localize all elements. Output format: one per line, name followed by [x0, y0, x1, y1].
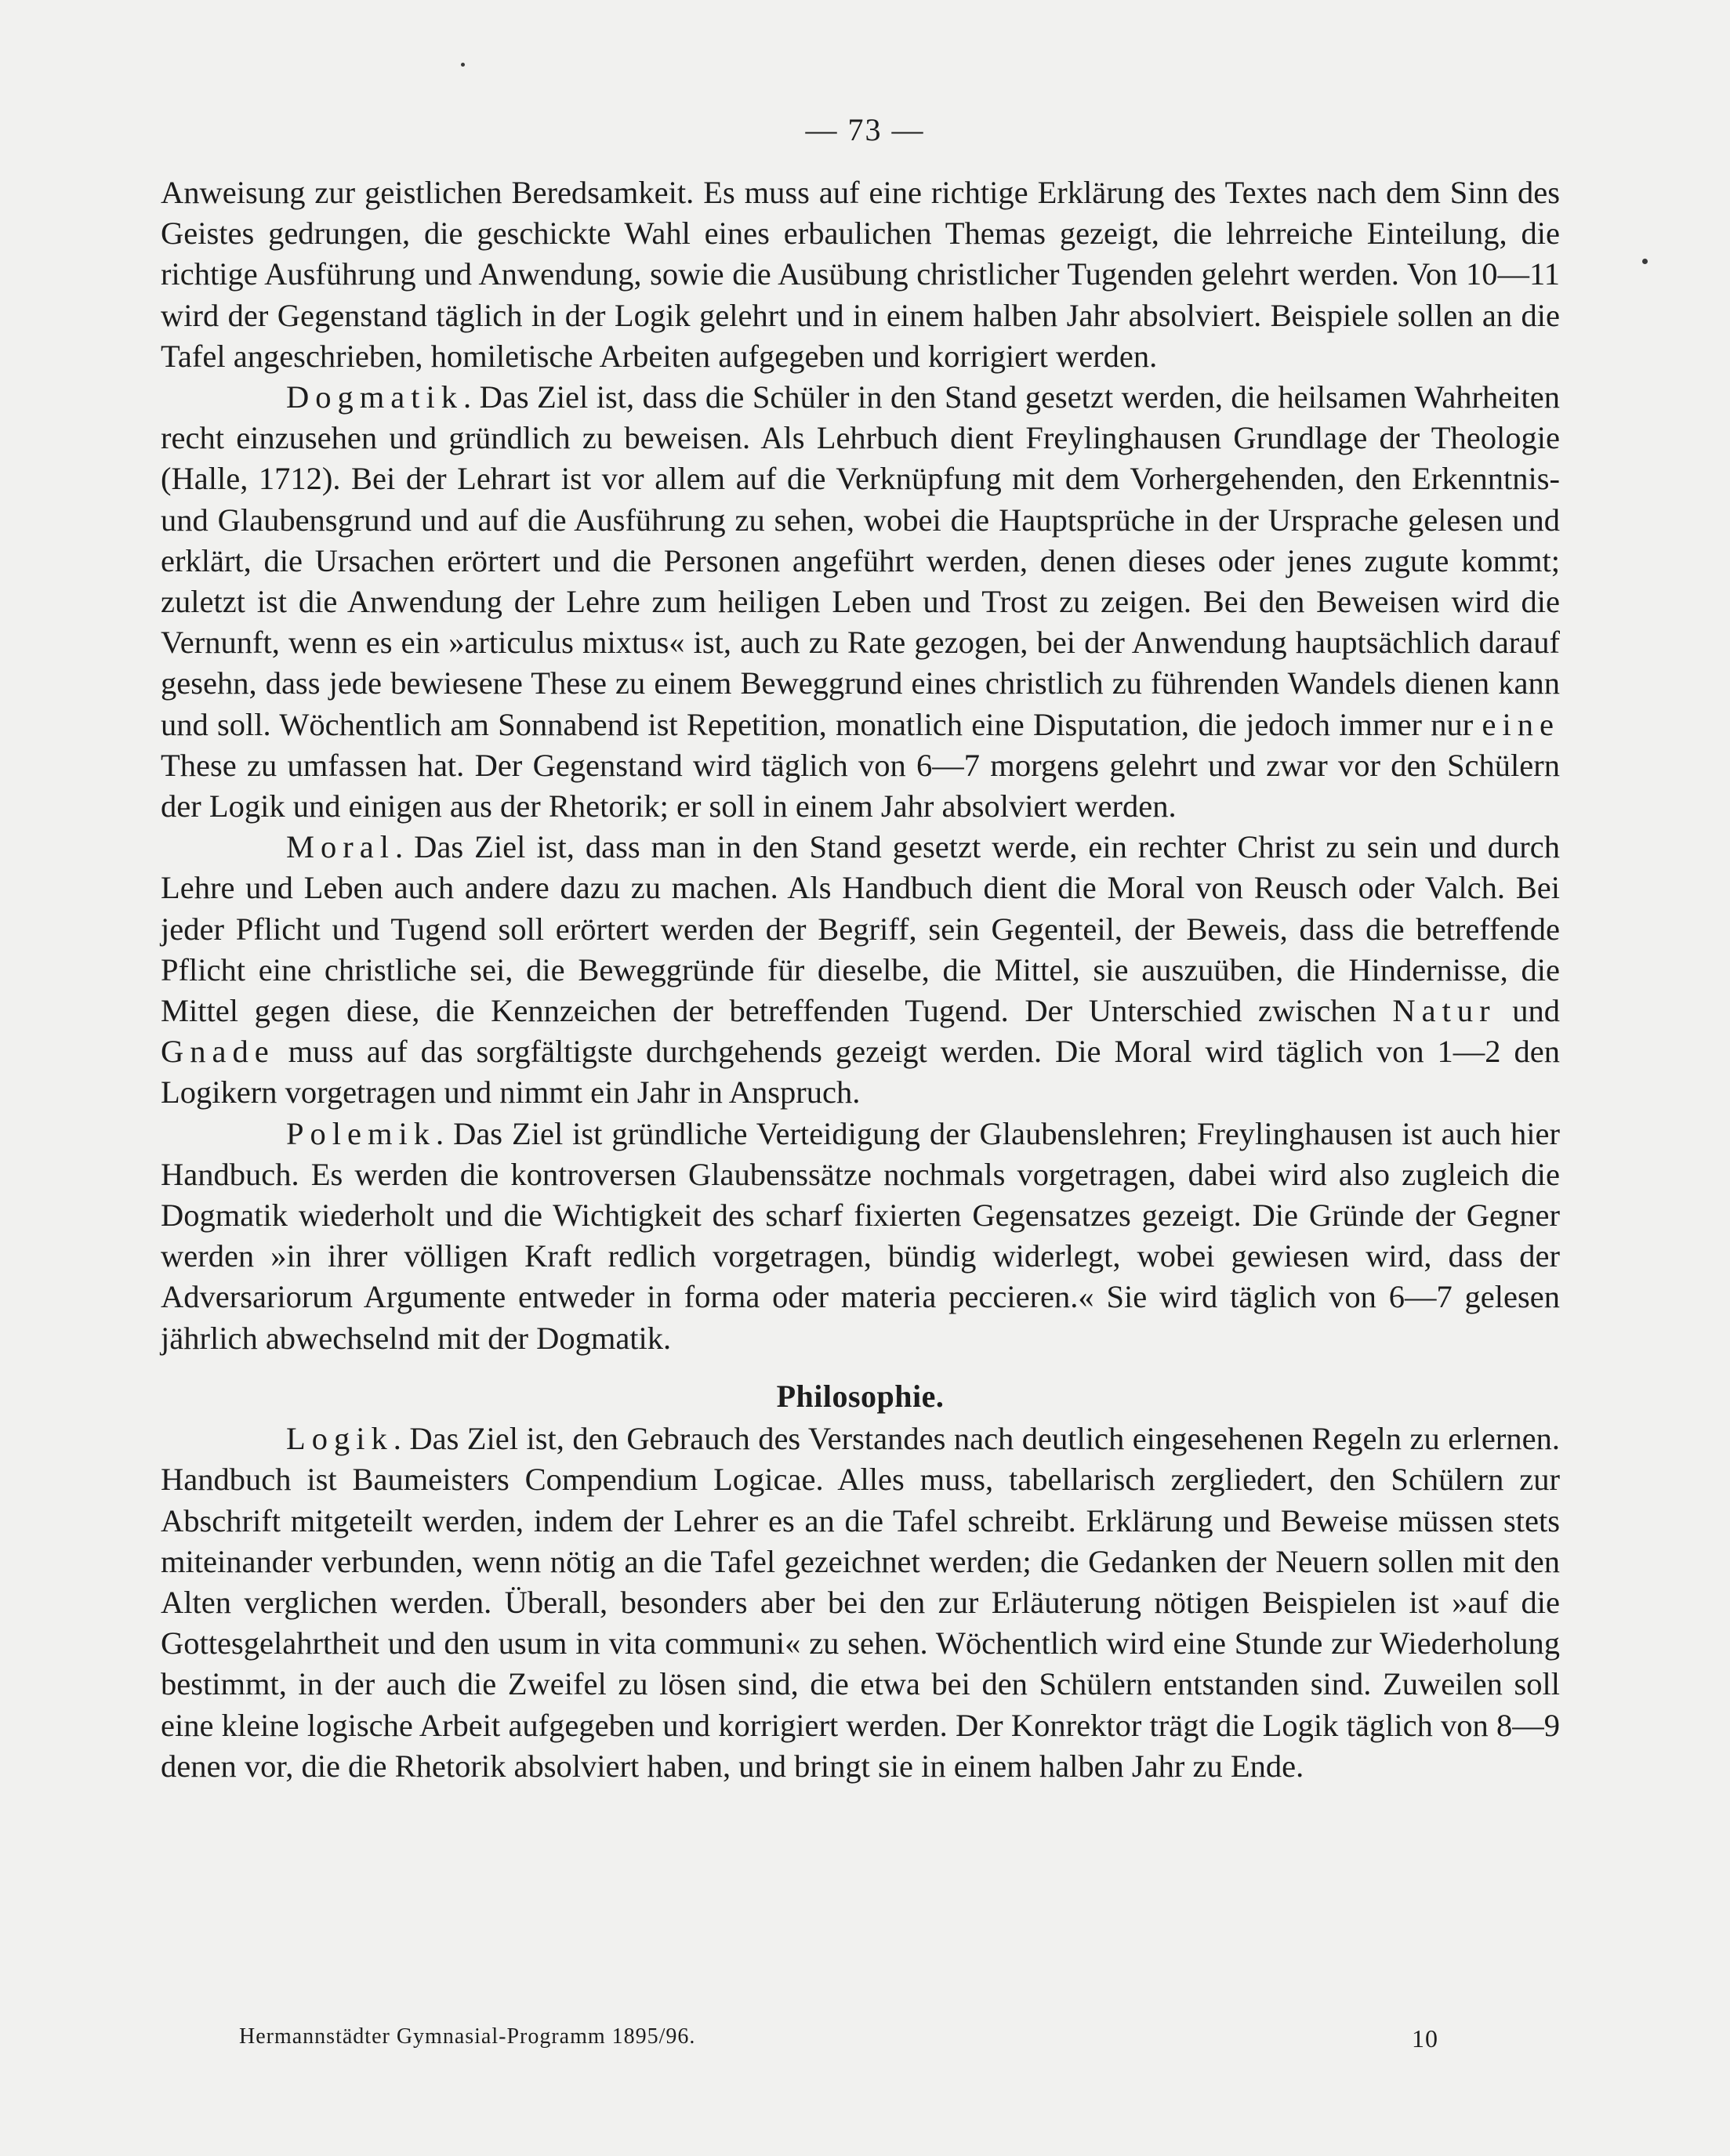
page-footer	[239, 2024, 1438, 2053]
spaced-term: Logik	[286, 1421, 394, 1457]
paragraph	[161, 827, 1560, 1113]
footer-publication: Hermannstädter Gymnasial-Programm 1895/96.	[239, 2024, 696, 2049]
paragraph	[161, 1114, 1560, 1359]
page-number: — 73 —	[805, 112, 925, 147]
body-text	[161, 172, 1560, 1787]
text-run: . Das Ziel ist, dass die Schüler in den Stand gesetzt werden, die heilsamen Wahrheiten recht einzusehen und gründlich zu beweisen. Als Lehrbuch dient Freylinghausen Grundlage der Theologie (Halle, 1712). Bei der Lehrart ist vor allem auf die Verknüpfung mit dem Vorhergehenden, den Erkenntnis- und Glaubensgrund und auf die Ausführung zu sehen, wobei die Hauptsprüche in der Ursprache gelesen und erklärt, die Ursachen erörtert und die Personen angeführt werden, denen dieses oder jenes zugute kommt; zuletzt ist die Anwendung der Lehre zum heiligen Leben und Trost zu zeigen. Bei den Beweisen wird die Vernunft, wenn es ein »articulus mixtus« ist, auch zu Rate gezogen, bei der Anwendung hauptsächlich darauf gesehn, dass jede bewiesene These zu einem Beweggrund eines christlich zu führenden Wandels dienen kann und soll. Wöchentlich am Sonnabend ist Repetition, monatlich eine Disputation, die jedoch immer nur	[161, 379, 1560, 742]
spaced-term: Polemik	[286, 1115, 437, 1151]
text-run: These zu umfassen hat. Der Gegenstand wird täglich von 6—7 morgens gelehrt und zwar vor den Schülern der Logik und einigen aus der Rhetorik; er soll in einem Jahr absolviert werden.	[161, 747, 1560, 824]
text-run: und	[1496, 993, 1560, 1029]
text-run: muss auf das sorgfältigste durchgehends gezeigt werden. Die Moral wird täglich von 1—2 den Logikern vorgetragen und nimmt ein Jahr in Anspruch.	[161, 1034, 1560, 1111]
paragraph	[161, 1419, 1560, 1787]
spaced-term: Moral	[286, 829, 395, 865]
spaced-term: eine	[1482, 706, 1560, 742]
paragraph	[161, 377, 1560, 827]
print-speck	[1642, 259, 1648, 264]
paragraph	[161, 172, 1560, 377]
spaced-term: Natur	[1392, 993, 1496, 1029]
section-heading: Philosophie.	[776, 1378, 945, 1414]
text-run: . Das Ziel ist, den Gebrauch des Verstandes nach deutlich eingesehenen Regeln zu erlernen. Handbuch ist Baumeisters Compendium Logicae. Alles muss, tabellarisch zergliedert, den Schülern zur Abschrift mitgeteilt werden, indem der Lehrer es an die Tafel schreibt. Erklärung und Beweise müssen stets miteinander verbunden, wenn nötig an die Tafel gezeichnet werden; die Gedanken der Neuern sollen mit den Alten verglichen werden. Überall, besonders aber bei den zur Erläuterung nötigen Beispielen ist »auf die Gottesgelahrtheit und den usum in vita communi« zu sehen. Wöchentlich wird eine Stunde zur Wiederholung bestimmt, in der auch die Zweifel zu lösen sind, die etwa bei den Schülern entstanden sind. Zuweilen soll eine kleine logische Arbeit aufgegeben und korrigiert werden. Der Konrektor trägt die Logik täglich von 8—9 denen vor, die die Rhetorik absolviert haben, und bringt sie in einem halben Jahr zu Ende.	[161, 1421, 1560, 1784]
print-speck	[461, 63, 465, 67]
spaced-term: Dogmatik	[286, 379, 463, 415]
text-run: Anweisung zur geistlichen Beredsamkeit. Es muss auf eine richtige Erklärung des Textes nach dem Sinn des Geistes gedrungen, die geschickte Wahl eines erbaulichen Themas gezeigt, die lehrreiche Einteilung, die richtige Ausführung und Anwendung, sowie die Ausübung christlicher Tugenden gelehrt werden. Von 10—11 wird der Gegenstand täglich in der Logik gelehrt und in einem halben Jahr absolviert. Beispiele sollen an die Tafel angeschrieben, homiletische Arbeiten aufgegeben und korrigiert werden.	[161, 175, 1560, 374]
text-run: . Das Ziel ist, dass man in den Stand gesetzt werde, ein rechter Christ zu sein und durch Lehre und Leben auch andere dazu zu machen. Als Handbuch dient die Moral von Reusch oder Valch. Bei jeder Pflicht und Tugend soll erörtert werden der Begriff, sein Gegenteil, der Beweis, dass die betreffende Pflicht eine christliche sei, die Beweggründe für dieselbe, die Mittel, sie auszuüben, die Hindernisse, die Mittel gegen diese, die Kennzeichen der betreffenden Tugend. Der Unterschied zwischen	[161, 829, 1560, 1029]
text-run: . Das Ziel ist gründliche Verteidigung der Glaubenslehren; Freylinghausen ist auch hier Handbuch. Es werden die kontroversen Glaubenssätze nochmals vorgetragen, dabei wird also zugleich die Dogmatik wiederholt und die Wichtigkeit des scharf fixierten Gegensatzes gezeigt. Die Gründe der Gegner werden »in ihrer völligen Kraft redlich vorgetragen, bündig widerlegt, wobei gewiesen wird, dass der Adversariorum Argumente entweder in forma oder materia peccieren.« Sie wird täglich von 6—7 gelesen jährlich abwechselnd mit der Dogmatik.	[161, 1115, 1560, 1356]
spaced-term: Gnade	[161, 1034, 275, 1070]
footer-signature: 10	[1412, 2024, 1438, 2053]
